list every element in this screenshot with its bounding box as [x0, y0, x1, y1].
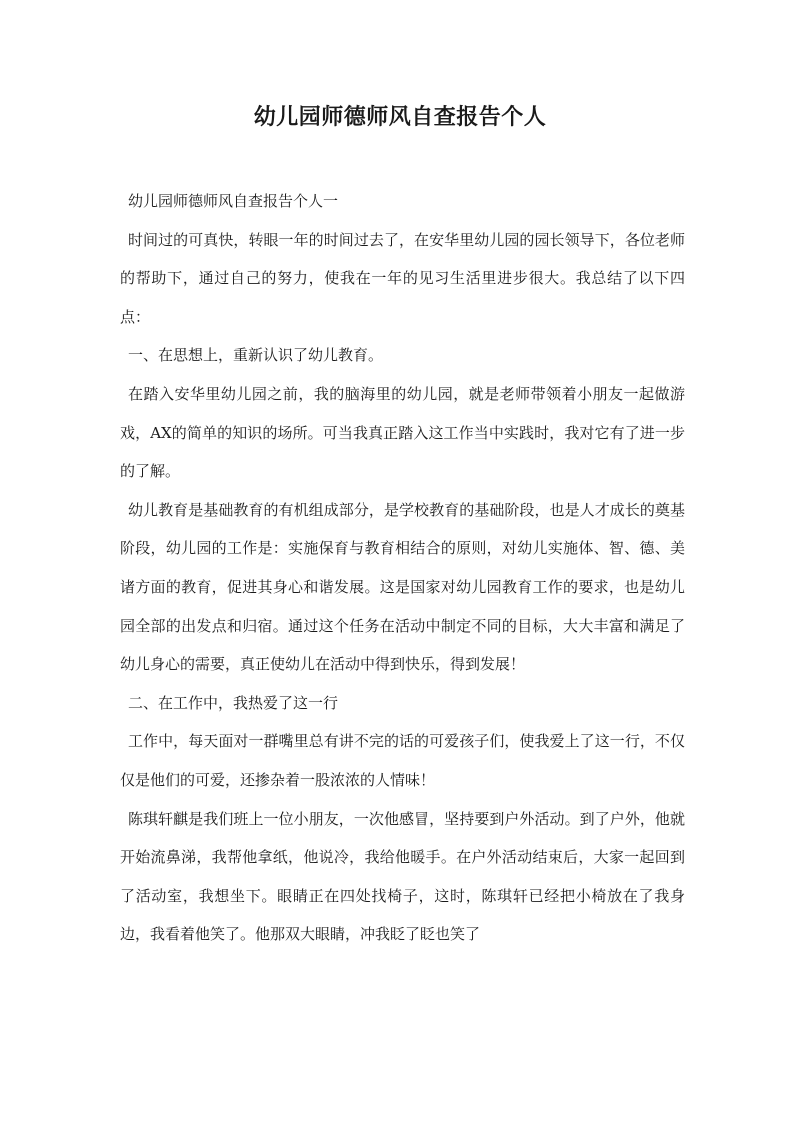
paragraph: 在踏入安华里幼儿园之前，我的脑海里的幼儿园，就是老师带领着小朋友一起做游戏，AX的简单的知识的场所。可当我真正踏入这工作当中实践时，我对它有了进一步的了解。	[120, 384, 685, 481]
document-body	[120, 182, 685, 954]
document-title: 幼儿园师德师风自查报告个人	[253, 104, 547, 130]
paragraph: 陈琪轩麒是我们班上一位小朋友，一次他感冒，坚持要到户外活动。到了户外，他就开始流鼻涕，我帮他拿纸，他说冷，我给他暖手。在户外活动结束后，大家一起回到了活动室，我想坐下。眼睛正在四处找椅子，这时，陈琪轩已经把小椅放在了我身边，我看着他笑了。他那双大眼睛，冲我眨了眨也笑了	[120, 809, 685, 944]
paragraph: 工作中，每天面对一群嘴里总有讲不完的话的可爱孩子们，使我爱上了这一行，不仅仅是他们的可爱，还掺杂着一股浓浓的人情味！	[120, 732, 685, 789]
paragraph: 幼儿教育是基础教育的有机组成部分，是学校教育的基础阶段，也是人才成长的奠基阶段，幼儿园的工作是：实施保育与教育相结合的原则，对幼儿实施体、智、德、美诸方面的教育，促进其身心和谐发展。这是国家对幼儿园教育工作的要求，也是幼儿园全部的出发点和归宿。通过这个任务在活动中制定不同的目标，大大丰富和满足了幼儿身心的需要，真正使幼儿在活动中得到快乐，得到发展！	[120, 500, 685, 674]
paragraph-intro: 时间过的可真快，转眼一年的时间过去了，在安华里幼儿园的园长领导下，各位老师的帮助下，通过自己的努力，使我在一年的见习生活里进步很大。我总结了以下四点：	[120, 230, 685, 326]
section-heading-2: 二、在工作中，我热爱了这一行	[128, 693, 339, 712]
paragraph-subtitle: 幼儿园师德师风自查报告个人一	[128, 192, 339, 210]
section-heading-1: 一、在思想上，重新认识了幼儿教育。	[128, 346, 384, 365]
